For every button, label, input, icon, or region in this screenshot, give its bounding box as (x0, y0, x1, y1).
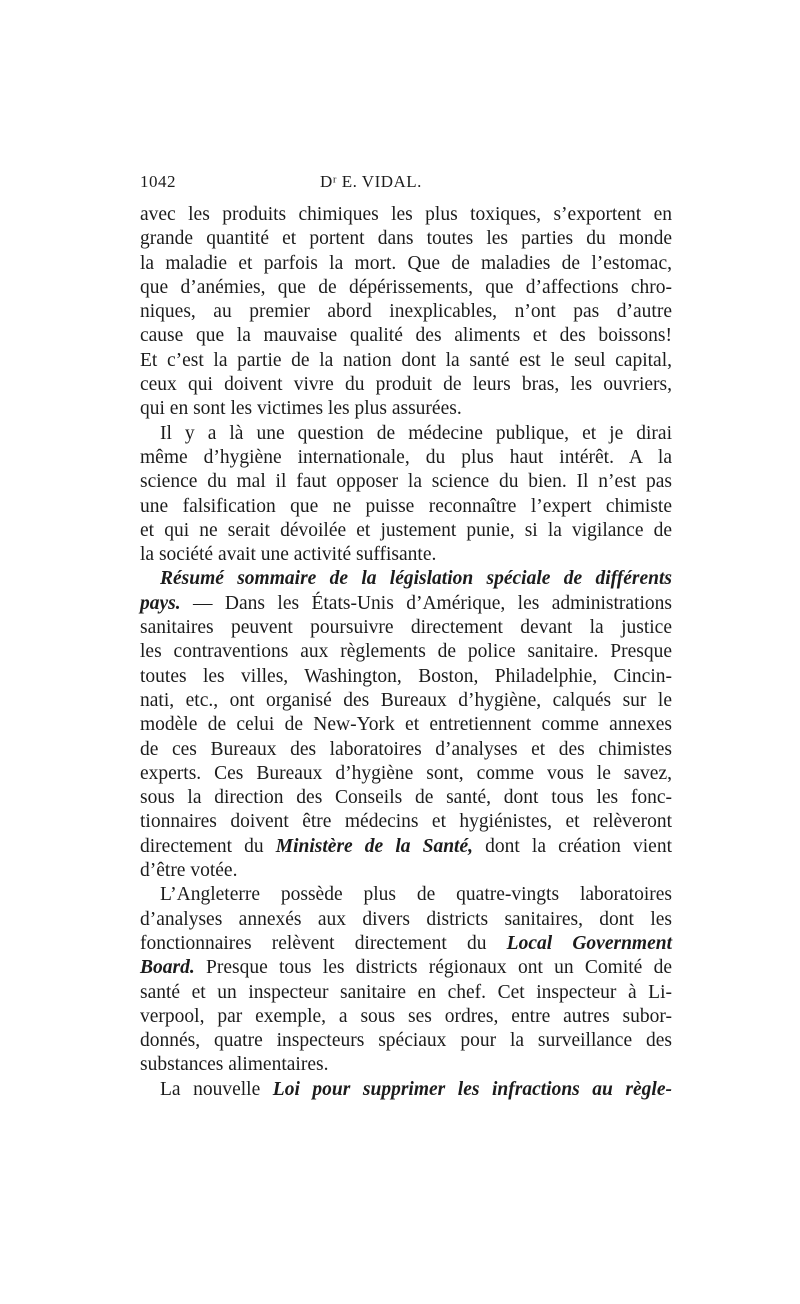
text-line: de ces Bureaux des laboratoires d’analyses et des chimistes (140, 738, 672, 760)
text-line: la maladie et parfois la mort. Que de maladies de l’estomac, (140, 252, 672, 274)
text-span: fonctionnaires relèvent directement du (140, 932, 507, 954)
text-line: science du mal il faut opposer la science du bien. Il n’est pas (140, 471, 672, 493)
text-line: Et c’est la partie de la nation dont la santé est le seul capital, (140, 349, 672, 371)
text-line: et qui ne serait dévoilée et justement punie, si la vigilance de (140, 519, 672, 541)
text-line: avec les produits chimiques les plus toxiques, s’exportent en (140, 204, 672, 225)
italic-term: Loi pour supprimer les infractions au règle- (272, 1078, 672, 1100)
text-span: directement du (140, 835, 276, 857)
italic-term: Ministère de la Santé, (275, 835, 473, 857)
text-line: modèle de celui de New-York et entretiennent comme annexes (140, 714, 672, 736)
body-text (140, 203, 672, 1102)
text-line: la société avait une activité suffisante. (140, 544, 437, 566)
text-span: dont la création vient (473, 835, 672, 857)
text-line: ceux qui doivent vivre du produit de leurs bras, les ouvriers, (140, 374, 672, 396)
text-line: que d’anémies, que de dépérissements, que d’affections chro- (140, 276, 672, 298)
text-line: qui en sont les victimes les plus assurées. (140, 398, 462, 420)
text-line: tionnaires doivent être médecins et hygiénistes, et relèveront (140, 811, 672, 833)
paragraph-4 (140, 883, 672, 1077)
running-head-author: Dʳ E. VIDAL. (320, 172, 422, 191)
text-line: verpool, par exemple, a sous ses ordres, entre autres subor- (140, 1005, 672, 1027)
text-line (140, 592, 672, 616)
text-line: d’analyses annexés aux divers districts sanitaires, dont les (140, 908, 672, 930)
text-span: — Dans les États-Unis d’Amérique, les administrations (180, 592, 672, 614)
text-line: experts. Ces Bureaux d’hygiène sont, comme vous le savez, (140, 762, 672, 784)
text-line: une falsification que ne puisse reconnaître l’expert chimiste (140, 495, 672, 517)
page-number: 1042 (140, 172, 176, 191)
section-heading-end: pays. (140, 592, 181, 614)
paragraph-5 (140, 1078, 672, 1102)
paragraph-3 (140, 567, 672, 883)
text-line (140, 1078, 672, 1102)
text-line: niques, au premier abord inexplicables, n’ont pas d’autre (140, 301, 672, 323)
text-line: donnés, quatre inspecteurs spéciaux pour la surveillance des (140, 1030, 672, 1052)
text-line: nati, etc., ont organisé des Bureaux d’hygiène, calqués sur le (140, 689, 672, 711)
text-span: La nouvelle (160, 1078, 273, 1100)
text-span: Presque tous les districts régionaux ont un Comité de (194, 957, 672, 979)
text-line: cause que la mauvaise qualité des aliments et des boissons! (140, 325, 672, 347)
paragraph-2 (140, 422, 672, 568)
text-line: toutes les villes, Washington, Boston, Philadelphie, Cincin- (140, 665, 672, 687)
text-line: les contraventions aux règlements de police sanitaire. Presque (140, 641, 672, 663)
section-heading: Résumé sommaire de la législation spéciale de différents (160, 568, 672, 590)
paragraph-1 (140, 203, 672, 422)
italic-term: Local Government (506, 932, 672, 954)
text-line: grande quantité et portent dans toutes les parties du monde (140, 228, 672, 250)
italic-term: Board. (140, 957, 195, 979)
running-head (140, 172, 672, 196)
text-line (140, 956, 672, 980)
text-line: L’Angleterre possède plus de quatre-vingts laboratoires (160, 884, 672, 906)
text-line (140, 835, 672, 859)
section-heading-line (140, 567, 672, 591)
text-line (140, 932, 672, 956)
text-line: sanitaires peuvent poursuivre directement devant la justice (140, 617, 672, 639)
text-line: substances alimentaires. (140, 1054, 329, 1076)
text-line: d’être votée. (140, 860, 238, 882)
text-line: même d’hygiène internationale, du plus haut intérêt. A la (140, 446, 672, 468)
text-line: santé et un inspecteur sanitaire en chef. Cet inspecteur à Li- (140, 981, 672, 1003)
text-line: sous la direction des Conseils de santé, dont tous les fonc- (140, 787, 672, 809)
text-line: Il y a là une question de médecine publique, et je dirai (160, 422, 672, 444)
